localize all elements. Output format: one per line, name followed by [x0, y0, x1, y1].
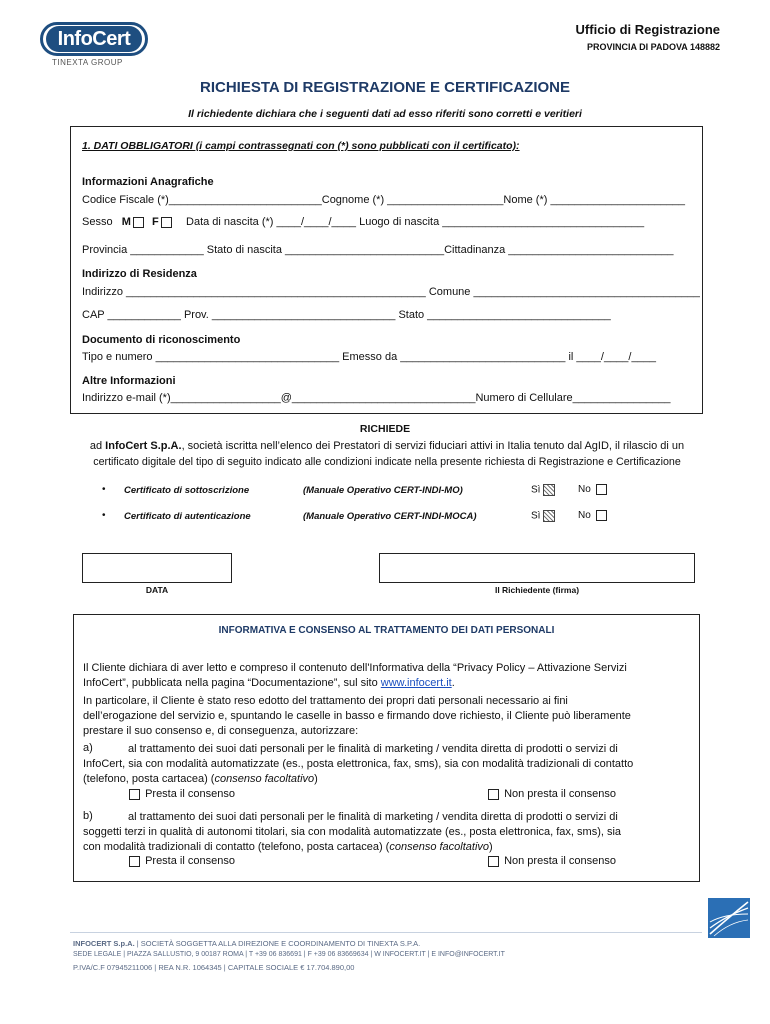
- anagrafiche-line1[interactable]: Codice Fiscale (*)_________________________Cognome (*) ___________________Nome (*) ______________________: [82, 194, 686, 206]
- documento-line[interactable]: Tipo e numero ______________________________ Emesso da ___________________________ il ____/____/____: [82, 351, 656, 363]
- date-field[interactable]: [82, 553, 232, 583]
- option-1-no[interactable]: [578, 484, 609, 495]
- sesso-f-checkbox[interactable]: [161, 217, 172, 228]
- privacy-title: INFORMATIVA E CONSENSO AL TRATTAMENTO DEI DATI PERSONALI: [218, 625, 555, 636]
- infocert-mark-icon: [708, 898, 750, 938]
- office-info: [576, 22, 720, 52]
- consent-a-give[interactable]: [127, 788, 235, 800]
- option-2-si-label: Sì: [531, 510, 541, 522]
- sesso-m-checkbox[interactable]: [133, 217, 144, 228]
- bullet-2: •: [102, 510, 106, 521]
- consent-b-deny-label: Non presta il consenso: [504, 855, 616, 867]
- privacy-p1a: Il Cliente dichiara di aver letto e compreso il contenuto dell'Informativa della “Privacy Policy – Attivazione Servizi: [83, 662, 627, 674]
- option-2-si[interactable]: [531, 510, 555, 522]
- privacy-p2c: prestare il suo consenso e, di conseguenza, autorizzare:: [83, 725, 359, 737]
- footer-line2: SEDE LEGALE | PIAZZA SALLUSTIO, 9 00187 ROMA | T +39 06 836691 | F +39 06 83669634 | W INFOCERT.IT | E INFO@INFOCERT.IT: [73, 951, 505, 958]
- privacy-p1b-text: InfoCert”, pubblicata nella pagina “Documentazione”, sul sito: [83, 677, 381, 689]
- consent-a-deny-label: Non presta il consenso: [504, 788, 616, 800]
- consent-b-give[interactable]: [127, 855, 235, 867]
- consent-a-end: ): [314, 773, 318, 785]
- residenza-line2[interactable]: CAP ____________ Prov. ______________________________ Stato ______________________________: [82, 309, 611, 321]
- consent-a-line2: InfoCert, sia con modalità automatizzate (es., posta elettronica, fax, sms), sia con modalità tradizionali di contatto: [83, 758, 634, 770]
- sesso-m-label: M: [121, 216, 131, 228]
- altre-heading: Altre Informazioni: [82, 375, 176, 387]
- option-1-name: Certificato di sottoscrizione: [124, 485, 250, 496]
- richiede-paragraph-1: [64, 440, 710, 452]
- consent-a-line3-text: (telefono, posta cartacea) (: [83, 773, 215, 785]
- birth-fields[interactable]: Data di nascita (*) ____/____/____ Luogo di nascita _________________________________: [186, 216, 645, 228]
- altre-line[interactable]: Indirizzo e-mail (*)__________________@______________________________Numero di Cellulare________________: [82, 392, 671, 404]
- infocert-link[interactable]: www.infocert.it: [380, 677, 452, 689]
- option-2-no-label: No: [578, 510, 591, 522]
- anagrafiche-line3[interactable]: Provincia ____________ Stato di nascita __________________________Cittadinanza ___________________________: [82, 244, 674, 256]
- consent-b-give-checkbox[interactable]: [129, 856, 140, 867]
- sesso-f-label: F: [152, 216, 159, 228]
- bullet-1: •: [102, 484, 106, 495]
- privacy-p1b: [83, 676, 689, 691]
- option-1-manual: (Manuale Operativo CERT-INDI-MO): [303, 485, 463, 496]
- richiede-paragraph-2: certificato digitale del tipo di seguito indicato alle condizioni indicate nella presente richiesta di Registrazione e Certificazione: [93, 456, 681, 468]
- consent-b-optional: consenso facoltativo: [389, 841, 490, 853]
- option-2-name: Certificato di autenticazione: [124, 511, 251, 522]
- consent-a-give-checkbox[interactable]: [129, 789, 140, 800]
- consent-b-line1: al trattamento dei suoi dati personali per le finalità di marketing / vendita diretta di prodotti o servizi di: [128, 811, 618, 823]
- footer-divider: [70, 932, 702, 933]
- option-1-si-checkbox[interactable]: [543, 484, 555, 496]
- consent-b-deny-checkbox[interactable]: [488, 856, 499, 867]
- option-1-no-label: No: [578, 484, 591, 496]
- section1-heading: 1. DATI OBBLIGATORI (i campi contrassegnati con (*) sono pubblicati con il certificato):: [82, 140, 520, 152]
- documento-heading: Documento di riconoscimento: [82, 334, 241, 346]
- privacy-p1c: .: [451, 677, 455, 689]
- footer-line1: [73, 939, 420, 948]
- anagrafiche-heading: Informazioni Anagrafiche: [82, 176, 214, 188]
- footer-line3: P.IVA/C.F 07945211006 | REA N.R. 1064345 | CAPITALE SOCIALE € 17.704.890,00: [73, 963, 355, 972]
- consent-b-line2: soggetti terzi in qualità di autonomi titolari, sia con modalità automatizzate (es., posta elettronica, fax, sms), sia: [83, 826, 622, 838]
- privacy-p2a: In particolare, il Cliente è stato reso edotto del trattamento dei propri dati personali necessario ai fini: [83, 695, 568, 707]
- consent-a-label: a): [83, 742, 93, 754]
- option-1-no-checkbox[interactable]: [596, 484, 607, 495]
- consent-b-give-label: Presta il consenso: [145, 855, 235, 867]
- anagrafiche-line2: [82, 216, 644, 228]
- richiede-rest: , società iscritta nell’elenco dei Prestatori di servizi fiduciari attivi in Italia tenuto dal AgID, il rilascio di un: [181, 440, 685, 452]
- richiede-company: InfoCert S.p.A.: [105, 440, 182, 452]
- logo-subtitle: TINEXTA GROUP: [52, 58, 123, 67]
- consent-b-end: ): [489, 841, 493, 853]
- signature-label: Il Richiedente (firma): [494, 585, 580, 595]
- footer-company: INFOCERT S.p.A.: [73, 939, 135, 948]
- option-2-no[interactable]: [578, 510, 609, 521]
- consent-a-deny[interactable]: [486, 788, 616, 800]
- option-2-manual: (Manuale Operativo CERT-INDI-MOCA): [303, 511, 477, 522]
- consent-a-give-label: Presta il consenso: [145, 788, 235, 800]
- consent-b-deny[interactable]: [486, 855, 616, 867]
- richiede-prefix: ad: [89, 440, 106, 452]
- option-2-si-checkbox[interactable]: [543, 510, 555, 522]
- consent-a-line1: al trattamento dei suoi dati personali per le finalità di marketing / vendita diretta di prodotti o servizi di: [128, 743, 618, 755]
- consent-b-label: b): [83, 810, 93, 822]
- consent-a-optional: consenso facoltativo: [214, 773, 315, 785]
- consent-b-line3-text: con modalità tradizionali di contatto (telefono, posta cartacea) (: [83, 841, 390, 853]
- consent-a-deny-checkbox[interactable]: [488, 789, 499, 800]
- office-title: Ufficio di Registrazione: [575, 22, 720, 37]
- page-title: RICHIESTA DI REGISTRAZIONE E CERTIFICAZIONE: [199, 79, 570, 96]
- logo-text: InfoCert: [46, 26, 142, 52]
- sesso-label: Sesso: [82, 216, 113, 228]
- consent-a-line3: [83, 772, 689, 787]
- signature-field[interactable]: [379, 553, 695, 583]
- footer-line1-rest: | SOCIETÀ SOGGETTA ALLA DIREZIONE E COORDINAMENTO DI TINEXTA S.P.A.: [134, 939, 421, 948]
- option-1-si-label: Sì: [531, 484, 541, 496]
- office-subtitle: PROVINCIA DI PADOVA 148882: [586, 42, 720, 52]
- option-1-si[interactable]: [531, 484, 555, 496]
- residenza-heading: Indirizzo di Residenza: [82, 268, 197, 280]
- residenza-line1[interactable]: Indirizzo _________________________________________________ Comune _____________________________________: [82, 286, 700, 298]
- privacy-p2b: dell’erogazione del servizio e, spuntando le caselle in basso e firmando dove richiesto, il Cliente può liberamente: [83, 710, 631, 722]
- consent-b-line3: [83, 840, 689, 855]
- page-subtitle: Il richiedente dichiara che i seguenti dati ad esso riferiti sono corretti e veritieri: [188, 108, 582, 120]
- infocert-logo: [40, 22, 150, 70]
- richiede-heading: RICHIEDE: [359, 423, 411, 435]
- date-label: DATA: [145, 585, 169, 595]
- option-2-no-checkbox[interactable]: [596, 510, 607, 521]
